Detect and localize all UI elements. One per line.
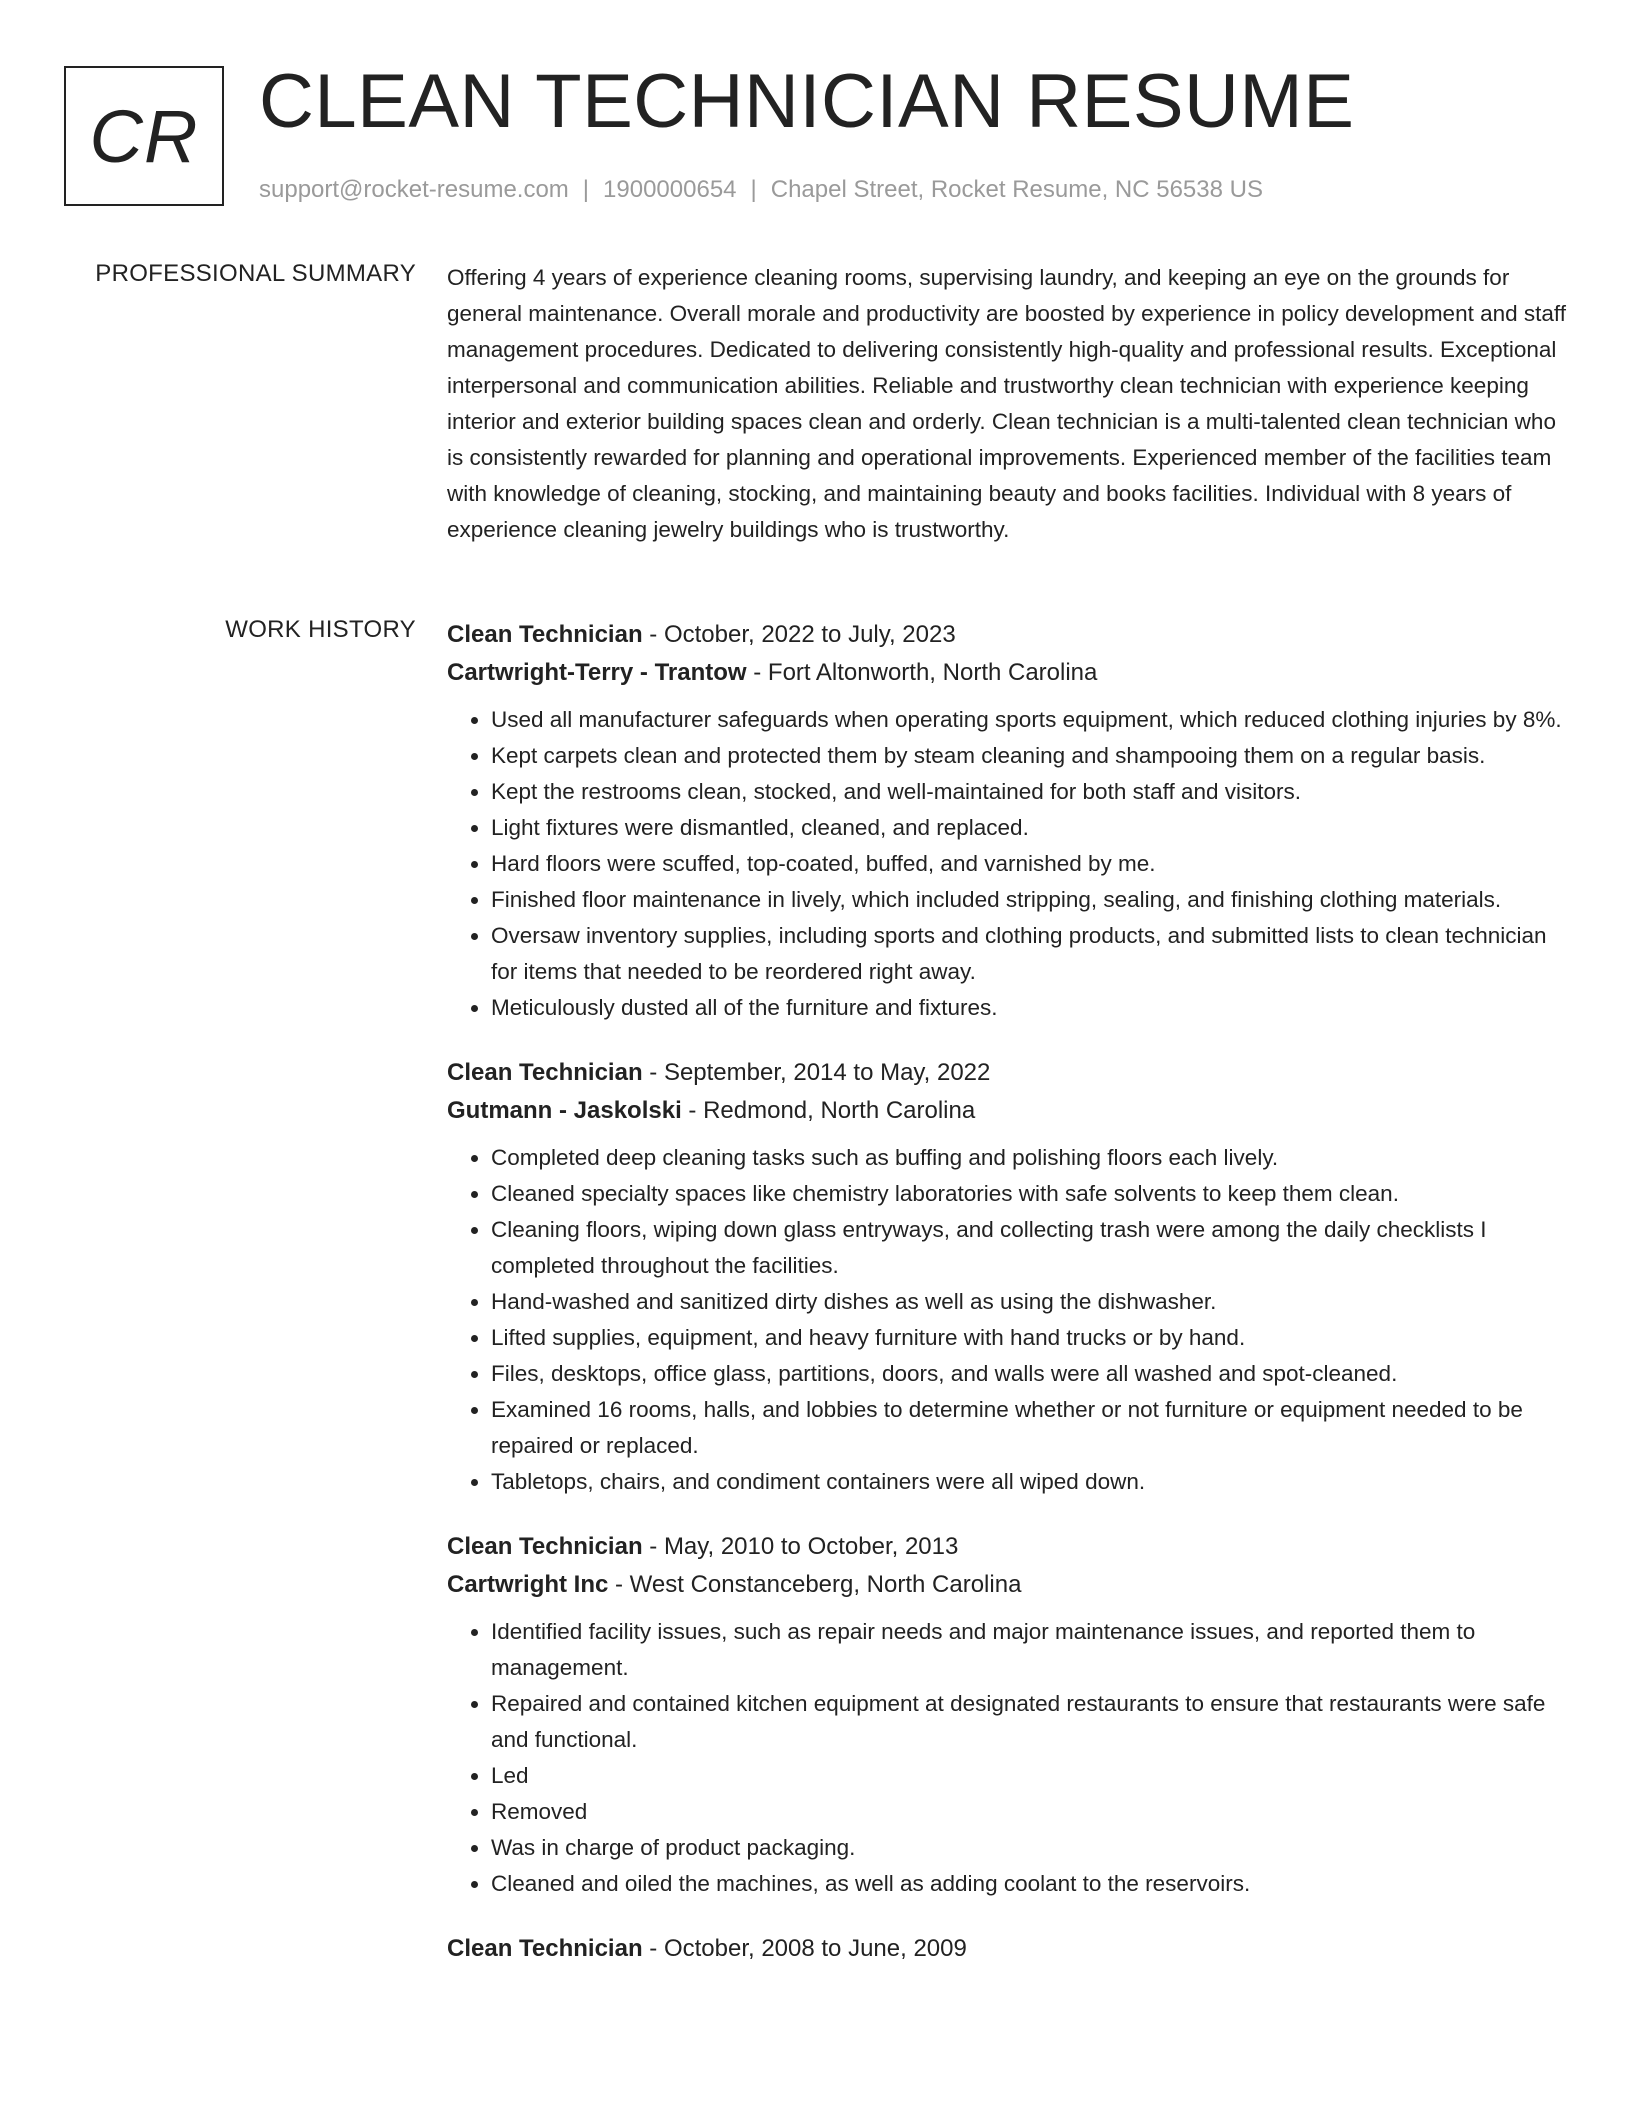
job-company: Gutmann - Jaskolski — [447, 1097, 682, 1124]
job-company-line — [447, 654, 1571, 692]
job-bullet: • Kept carpets clean and protected them by steam cleaning and shampooing them on a regular basis. — [491, 738, 1571, 774]
job-title-line — [447, 1930, 1571, 1968]
contact-separator: | — [750, 176, 757, 203]
job-bullet: • Hard floors were scuffed, top-coated, buffed, and varnished by me. — [491, 846, 1571, 882]
job-bullet: • Identified facility issues, such as repair needs and major maintenance issues, and reported them to management. — [491, 1614, 1571, 1686]
job-entry — [447, 1054, 1571, 1500]
job-dates: - May, 2010 to October, 2013 — [642, 1533, 959, 1560]
job-company-line — [447, 1566, 1571, 1604]
job-bullet: • Kept the restrooms clean, stocked, and well-maintained for both staff and visitors. — [491, 774, 1571, 810]
job-bullet-list — [447, 1140, 1571, 1500]
job-entry — [447, 616, 1571, 1026]
job-bullet: • Meticulously dusted all of the furniture and fixtures. — [491, 990, 1571, 1026]
contact-line — [259, 175, 1263, 205]
resume-title: CLEAN TECHNICIAN RESUME — [259, 59, 1355, 144]
job-bullet: • Completed deep cleaning tasks such as buffing and polishing floors each lively. — [491, 1140, 1571, 1176]
job-bullet: • Finished floor maintenance in lively, which included stripping, sealing, and finishing clothing materials. — [491, 882, 1571, 918]
job-dates: - October, 2008 to June, 2009 — [642, 1935, 967, 1962]
summary-section-label: PROFESSIONAL SUMMARY — [95, 260, 416, 287]
job-bullet: • Oversaw inventory supplies, including sports and clothing products, and submitted lists to clean technician for items that needed to be reordered right away. — [491, 918, 1571, 990]
job-entry — [447, 1528, 1571, 1902]
job-bullet: • Light fixtures were dismantled, cleaned, and replaced. — [491, 810, 1571, 846]
job-title: Clean Technician — [447, 1059, 643, 1086]
work-history-section-label: WORK HISTORY — [225, 616, 416, 643]
job-title-line — [447, 1054, 1571, 1092]
job-location: - Fort Altonworth, North Carolina — [746, 659, 1098, 686]
contact-address: Chapel Street, Rocket Resume, NC 56538 US — [770, 176, 1263, 203]
job-bullet: • Lifted supplies, equipment, and heavy furniture with hand trucks or by hand. — [491, 1320, 1571, 1356]
contact-phone: 1900000654 — [603, 176, 737, 203]
job-title-line — [447, 616, 1571, 654]
job-bullet: • Led — [491, 1758, 1571, 1794]
job-location: - West Constanceberg, North Carolina — [608, 1571, 1022, 1598]
job-bullet: • Cleaned specialty spaces like chemistry laboratories with safe solvents to keep them clean. — [491, 1176, 1571, 1212]
job-title: Clean Technician — [447, 1533, 643, 1560]
monogram-initials: CR — [89, 94, 199, 178]
job-bullet-list — [447, 1614, 1571, 1902]
job-dates: - October, 2022 to July, 2023 — [642, 621, 956, 648]
monogram-logo — [64, 66, 224, 206]
job-title: Clean Technician — [447, 1935, 643, 1962]
job-bullet: • Tabletops, chairs, and condiment containers were all wiped down. — [491, 1464, 1571, 1500]
contact-separator: | — [582, 176, 590, 203]
job-entry — [447, 1930, 1571, 1968]
job-bullet: • Repaired and contained kitchen equipment at designated restaurants to ensure that restaurants were safe and functional. — [491, 1686, 1571, 1758]
work-history-list — [447, 616, 1571, 1996]
job-bullet: • Examined 16 rooms, halls, and lobbies to determine whether or not furniture or equipment needed to be repaired or replaced. — [491, 1392, 1571, 1464]
contact-email: support@rocket-resume.com — [259, 176, 569, 203]
job-bullet: • Cleaning floors, wiping down glass entryways, and collecting trash were among the daily checklists I completed throughout the facilities. — [491, 1212, 1571, 1284]
job-dates: - September, 2014 to May, 2022 — [642, 1059, 991, 1086]
job-company: Cartwright-Terry - Trantow — [447, 659, 747, 686]
job-bullet: • Was in charge of product packaging. — [491, 1830, 1571, 1866]
job-bullet-list — [447, 702, 1571, 1026]
job-bullet: • Hand-washed and sanitized dirty dishes as well as using the dishwasher. — [491, 1284, 1571, 1320]
job-title-line — [447, 1528, 1571, 1566]
job-company: Cartwright Inc — [447, 1571, 609, 1598]
job-bullet: • Removed — [491, 1794, 1571, 1830]
job-location: - Redmond, North Carolina — [681, 1097, 976, 1124]
job-bullet: • Files, desktops, office glass, partitions, doors, and walls were all washed and spot-cleaned. — [491, 1356, 1571, 1392]
job-title: Clean Technician — [447, 621, 643, 648]
summary-text: Offering 4 years of experience cleaning rooms, supervising laundry, and keeping an eye on the grounds for general maintenance. Overall morale and productivity are boosted by experience in policy development and staff management procedures. Dedicated to delivering consistently high-quality and professional results. Exceptional interpersonal and communication abilities. Reliable and trustworthy clean technician with experience keeping interior and exterior building spaces clean and orderly. Clean technician is a multi-talented clean technician who is consistently rewarded for planning and operational improvements. Experienced member of the facilities team with knowledge of cleaning, stocking, and maintaining beauty and books facilities. Individual with 8 years of experience cleaning jewelry buildings who is trustworthy. — [447, 265, 1566, 542]
job-bullet: • Used all manufacturer safeguards when operating sports equipment, which reduced clothing injuries by 8%. — [491, 702, 1571, 738]
job-bullet: • Cleaned and oiled the machines, as well as adding coolant to the reservoirs. — [491, 1866, 1571, 1902]
job-company-line — [447, 1092, 1571, 1130]
